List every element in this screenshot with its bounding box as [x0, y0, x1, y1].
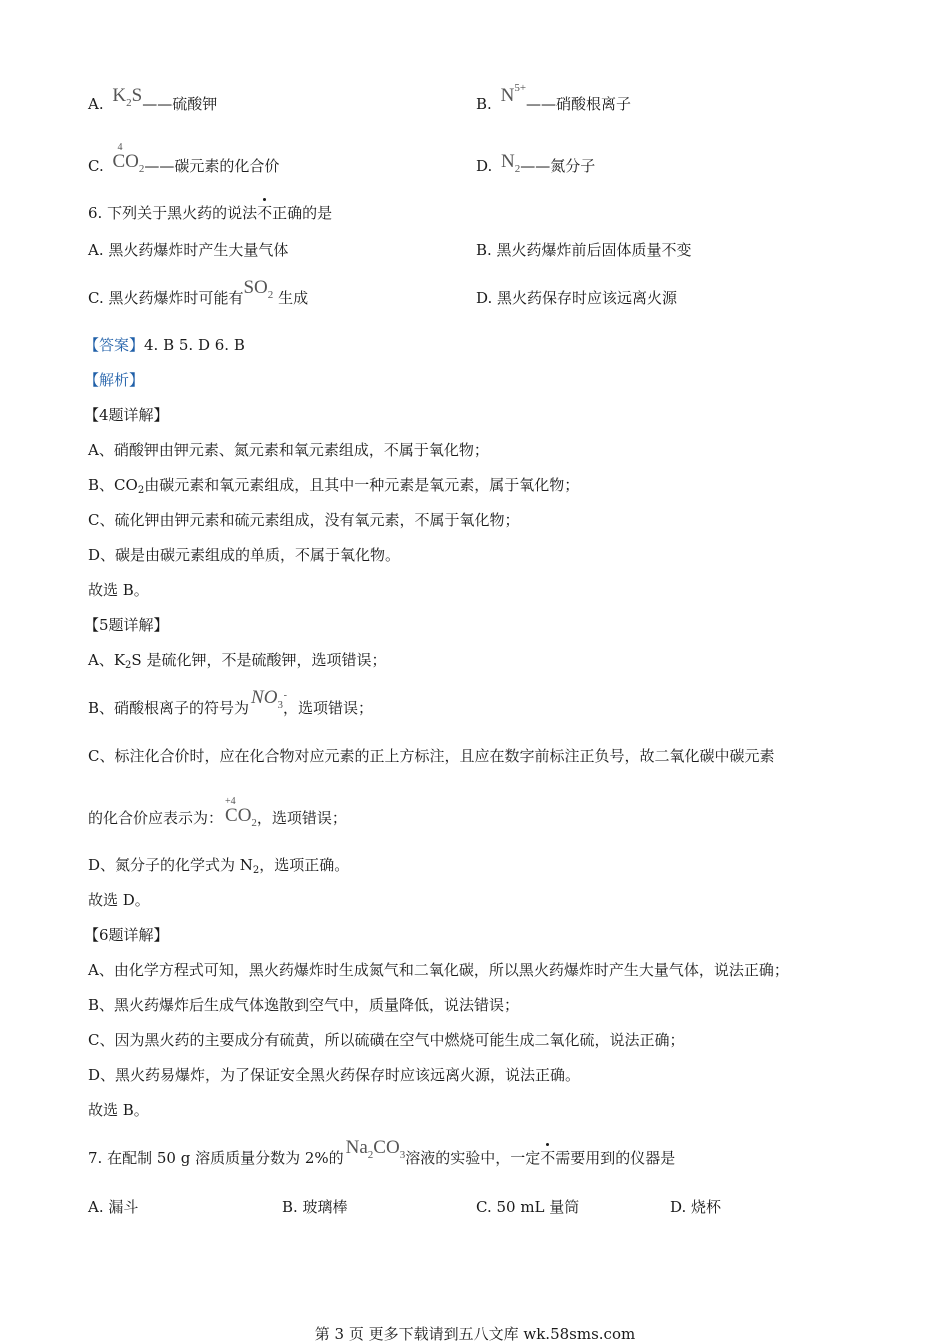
q5-option-a: A. $K_2S——$硫酸钾: [88, 85, 218, 113]
d4-a: A、硝酸钾由钾元素、氮元素和氧元素组成，不属于氧化物；: [88, 441, 489, 459]
page-footer: 第 3 页 更多下载请到五八文库 wk.58sms.com: [314, 1325, 636, 1343]
d5-choice: 故选 D。: [88, 891, 150, 909]
q5-option-b: B. $N^{5+}——$硝酸根离子: [476, 82, 632, 113]
q6-stem: 6. 下列关于黑火药的说法不正确的是: [88, 204, 333, 222]
d5-c2: 的化合价应表示为： +4 $CO_2$，选项错误；: [88, 796, 347, 829]
d6-choice: 故选 B。: [88, 1101, 149, 1119]
q6-option-d: D. 黑火药保存时应该远离火源: [476, 289, 678, 307]
d5-b: B、硝酸根离子的符号为 NO - $_3$，选项错误；: [88, 687, 373, 717]
q7-option-b: B. 玻璃棒: [282, 1198, 348, 1216]
d4-choice: 故选 B。: [88, 581, 149, 599]
d4-d: D、碳是由碳元素组成的单质，不属于氧化物。: [88, 546, 401, 564]
q6-option-a: A. 黑火药爆炸时产生大量气体: [88, 241, 289, 259]
d6-c: C、因为黑火药的主要成分有硫黄，所以硫磺在空气中燃烧可能生成二氧化硫，说法正确；: [88, 1031, 685, 1049]
answer-label: 【答案】: [84, 336, 145, 354]
d6-a: A、由化学方程式可知，黑火药爆炸时生成氮气和二氧化碳，所以黑火药爆炸时产生大量气体，说法正确；: [88, 961, 789, 979]
d5-heading: 【5题详解】: [84, 616, 169, 634]
d5-c1: C、标注化合价时，应在化合物对应元素的正上方标注，且应在数字前标注正负号，故二氧化碳中碳元素: [88, 747, 775, 765]
answer-line: 【答案】4. B 5. D 6. B: [84, 336, 245, 354]
d6-heading: 【6题详解】: [84, 926, 169, 944]
q7-option-d: D. 烧杯: [670, 1198, 722, 1216]
q7-option-c: C. 50 mL 量筒: [476, 1198, 580, 1216]
emphasis-dot: 不: [540, 1149, 556, 1167]
emphasis-dot: 不: [257, 204, 273, 222]
d5-a: A、$K_2S$ 是硫化钾，不是硫酸钾，选项错误；: [88, 651, 387, 671]
d4-c: C、硫化钾由钾元素和硫元素组成，没有氧元素，不属于氧化物；: [88, 511, 520, 529]
q7-option-a: A. 漏斗: [88, 1198, 139, 1216]
d6-b: B、黑火药爆炸后生成气体逸散到空气中，质量降低，说法错误；: [88, 996, 520, 1014]
q6-option-c: C. 黑火药爆炸时可能有$SO_2$ 生成: [88, 277, 309, 307]
q5-option-c: C. 4 $CO_2——$碳元素的化合价: [88, 142, 280, 175]
d6-d: D、黑火药易爆炸，为了保证安全黑火药保存时应该远离火源，说法正确。: [88, 1066, 581, 1084]
q6-option-b: B. 黑火药爆炸前后固体质量不变: [476, 241, 692, 259]
analysis-label: 【解析】: [84, 371, 145, 389]
d4-heading: 【4题详解】: [84, 406, 169, 424]
d4-b: B、$CO_2$由碳元素和氧元素组成，且其中一种元素是氧元素，属于氧化物；: [88, 476, 580, 496]
q5-option-d: D. $N_2——$氮分子: [476, 151, 596, 175]
q7-stem: 7. 在配制 50 g 溶质质量分数为 2%的 $Na_2CO_3$溶液的实验中，一定不需要用到的仪器是: [88, 1137, 676, 1167]
d5-d: D、氮分子的化学式为 $N_2$，选项正确。: [88, 856, 350, 876]
